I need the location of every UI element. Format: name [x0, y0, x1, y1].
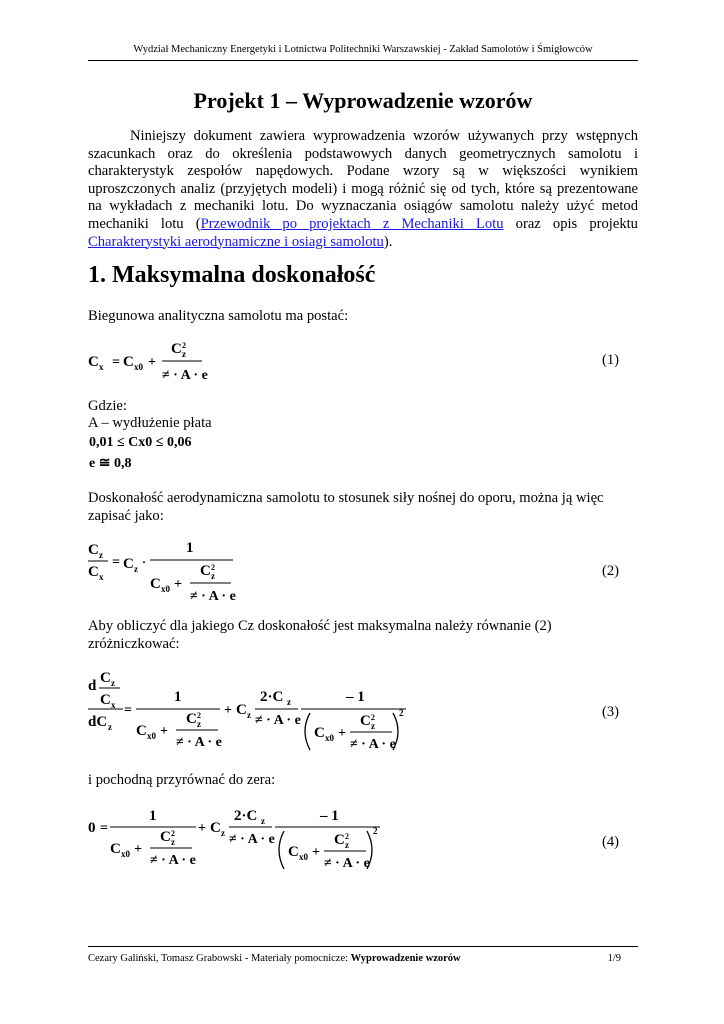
- svg-text:C: C: [360, 713, 371, 729]
- svg-text:x0: x0: [147, 731, 156, 741]
- svg-text:·: ·: [142, 555, 147, 569]
- svg-text:1: 1: [149, 808, 157, 824]
- svg-text:=: =: [124, 703, 132, 718]
- equation-4: [88, 803, 408, 875]
- doskonalosc-paragraph: Doskonałość aerodynamiczna samolotu to stosunek siły nośnej do oporu, można ją więc zapisać jako:: [88, 490, 604, 524]
- svg-text:C: C: [210, 820, 221, 836]
- svg-text:z: z: [108, 722, 112, 732]
- svg-text:x0: x0: [134, 362, 143, 372]
- svg-text:z: z: [371, 721, 375, 731]
- footer-authors: [88, 953, 461, 964]
- svg-text:+: +: [224, 703, 232, 718]
- svg-text:C: C: [186, 711, 197, 727]
- svg-text:+: +: [160, 724, 168, 739]
- svg-text:z: z: [111, 678, 115, 688]
- equation-3-number: (3): [601, 704, 619, 720]
- svg-text:C: C: [171, 341, 182, 357]
- svg-text:x0: x0: [121, 849, 130, 859]
- cx0-range: 0,01 ≤ Cx0 ≤ 0,06: [89, 435, 192, 450]
- svg-text:– 1: – 1: [320, 808, 339, 824]
- svg-text:+: +: [338, 726, 346, 741]
- equation-2: [88, 538, 348, 602]
- page-title: Projekt 1 – Wyprowadzenie wzorów: [193, 88, 533, 113]
- svg-text:C: C: [288, 844, 299, 860]
- svg-text:=: =: [112, 355, 120, 370]
- svg-text:2: 2: [399, 708, 404, 718]
- intro-text-3: ).: [383, 233, 393, 250]
- intro-text-1: Niniejszy dokument zawiera wyprowadzenia wzorów używanych przy wstępnych szacunkach oraz do określenia podstawowych danych geometrycznych samolotu i charakterystyk zespołów napędowych. Podane wzory są w większości wynikiem uproszczonych analiz (przyjętych modeli) i mogą różnić się od tych, które są prezentowane na wykładach z mechaniki lotu. Do wyznaczania osiągów samolotu należy użyć metod mechaniki lotu (: [88, 128, 638, 232]
- svg-text:z: z: [287, 697, 291, 707]
- svg-text:2: 2: [211, 563, 215, 572]
- svg-text:C: C: [88, 354, 99, 370]
- footer-divider: [88, 946, 638, 947]
- svg-text:C: C: [334, 832, 345, 848]
- svg-text:≠ · A · e: ≠ · A · e: [350, 737, 396, 752]
- link-charakterystyki[interactable]: Charakterystyki aerodynamiczne i osiagi samolotu: [88, 233, 384, 250]
- svg-text:=: =: [100, 821, 108, 836]
- equation-2-number: (2): [601, 563, 619, 579]
- link-przewodnik[interactable]: Przewodnik po projektach z Mechaniki Lotu: [200, 215, 504, 232]
- equation-3: [88, 668, 418, 756]
- header-divider: [88, 60, 638, 61]
- intro-paragraph: [88, 128, 638, 251]
- svg-text:2: 2: [182, 341, 186, 350]
- svg-text:C: C: [200, 563, 211, 579]
- svg-text:≠ · A · e: ≠ · A · e: [255, 713, 301, 728]
- svg-text:x: x: [99, 572, 104, 582]
- section-heading: 1. Maksymalna doskonałość: [88, 262, 376, 288]
- differentiation-paragraph: Aby obliczyć dla jakiego Cz doskonałość jest maksymalna należy równanie (2) zróżniczkować:: [88, 618, 552, 652]
- svg-text:C: C: [100, 692, 111, 708]
- svg-text:2·C: 2·C: [260, 689, 284, 705]
- svg-text:– 1: – 1: [346, 689, 365, 705]
- svg-text:x0: x0: [325, 733, 334, 743]
- svg-text:+: +: [174, 577, 182, 592]
- footer-doc-title: Wyprowadzenie wzorów: [350, 953, 461, 964]
- svg-text:1: 1: [186, 540, 194, 556]
- svg-text:x: x: [111, 700, 116, 710]
- equation-1-number: (1): [601, 352, 619, 368]
- gdzie-label: Gdzie:: [88, 398, 127, 414]
- svg-text:z: z: [261, 816, 265, 826]
- svg-text:≠ · A · e: ≠ · A · e: [229, 832, 275, 847]
- svg-text:z: z: [197, 719, 201, 729]
- svg-text:2: 2: [197, 711, 201, 720]
- svg-text:x0: x0: [299, 852, 308, 862]
- svg-text:C: C: [100, 670, 111, 686]
- svg-text:2: 2: [371, 713, 375, 722]
- svg-text:+: +: [198, 821, 206, 836]
- svg-text:z: z: [99, 550, 103, 560]
- svg-text:=: =: [112, 555, 120, 570]
- svg-text:C: C: [88, 564, 99, 580]
- svg-text:z: z: [247, 710, 251, 720]
- svg-text:C: C: [314, 725, 325, 741]
- svg-text:z: z: [211, 571, 215, 581]
- svg-text:2: 2: [171, 829, 175, 838]
- svg-text:d: d: [88, 678, 97, 694]
- svg-text:2: 2: [345, 832, 349, 841]
- svg-text:C: C: [88, 542, 99, 558]
- footer-authors-text: Cezary Galiński, Tomasz Grabowski - Materiały pomocnicze:: [88, 953, 351, 964]
- equation-4-number: (4): [601, 834, 619, 850]
- a-definition: A – wydłużenie płata: [88, 415, 212, 431]
- svg-text:≠ · A · e: ≠ · A · e: [162, 368, 208, 383]
- svg-text:C: C: [136, 723, 147, 739]
- svg-text:C: C: [150, 576, 161, 592]
- svg-text:C: C: [110, 841, 121, 857]
- svg-text:C: C: [123, 556, 134, 572]
- svg-text:C: C: [236, 702, 247, 718]
- svg-text:2: 2: [373, 826, 378, 836]
- svg-text:z: z: [221, 828, 225, 838]
- svg-text:≠ · A · e: ≠ · A · e: [150, 853, 196, 868]
- page-header: Wydział Mechaniczny Energetyki i Lotnictwa Politechniki Warszawskiej - Zakład Samolotów i Śmigłowców: [133, 44, 593, 55]
- svg-text:C: C: [160, 829, 171, 845]
- e-value: e ≅ 0,8: [89, 456, 132, 471]
- zero-paragraph: i pochodną przyrównać do zera:: [88, 772, 276, 788]
- svg-text:≠ · A · e: ≠ · A · e: [324, 856, 370, 871]
- svg-text:C: C: [123, 354, 134, 370]
- svg-text:z: z: [345, 840, 349, 850]
- svg-text:x0: x0: [161, 584, 170, 594]
- equation-1: [88, 336, 288, 386]
- svg-text:dC: dC: [88, 714, 108, 730]
- svg-text:≠ · A · e: ≠ · A · e: [190, 589, 236, 602]
- svg-text:z: z: [171, 837, 175, 847]
- svg-text:z: z: [182, 349, 186, 359]
- svg-text:z: z: [134, 564, 138, 574]
- svg-text:x: x: [99, 362, 104, 372]
- intro-text-2: oraz opis projektu: [503, 215, 638, 232]
- svg-text:0: 0: [88, 820, 96, 836]
- svg-text:1: 1: [174, 689, 182, 705]
- svg-text:+: +: [148, 355, 156, 370]
- svg-text:2·C: 2·C: [234, 808, 258, 824]
- page-number: 1/9: [607, 953, 621, 964]
- polar-paragraph: Biegunowa analityczna samolotu ma postać:: [88, 308, 349, 324]
- svg-text:+: +: [312, 845, 320, 860]
- svg-text:+: +: [134, 842, 142, 857]
- svg-text:≠ · A · e: ≠ · A · e: [176, 735, 222, 750]
